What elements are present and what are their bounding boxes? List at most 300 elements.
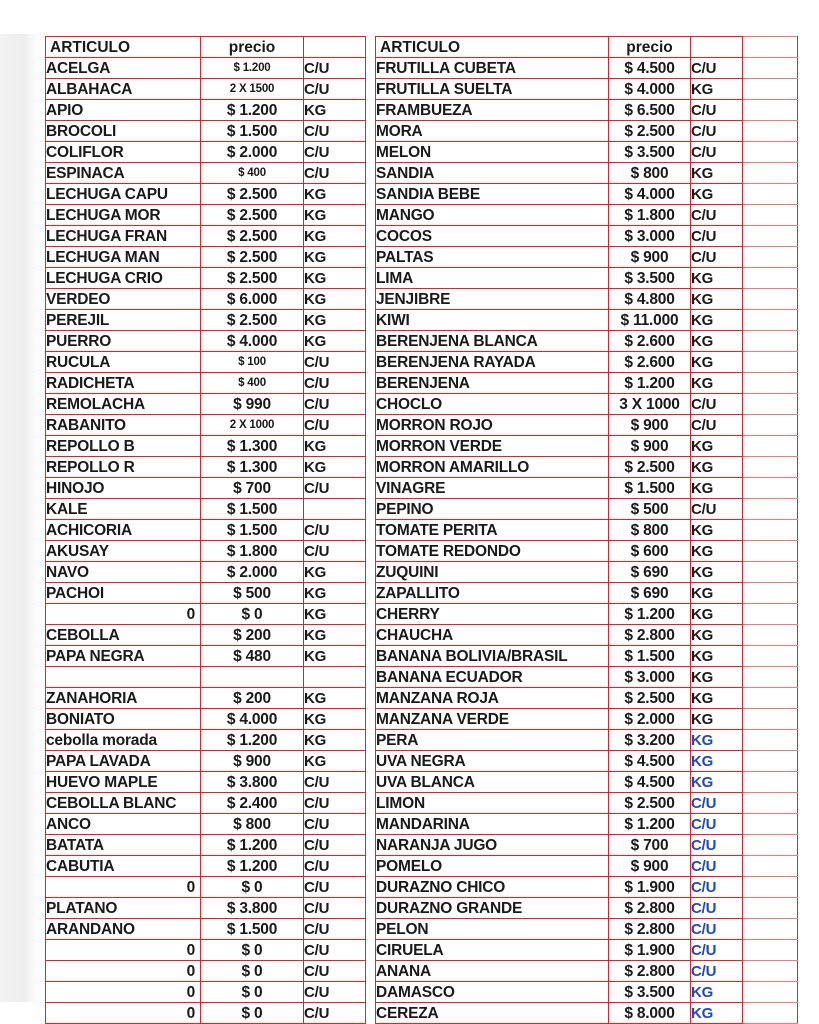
left-unit-cell[interactable]: C/U xyxy=(304,919,366,940)
left-unit-cell[interactable]: C/U xyxy=(304,541,366,562)
right-article-cell[interactable]: DURAZNO CHICO xyxy=(376,877,609,898)
left-price-cell[interactable]: $ 0 xyxy=(201,604,304,625)
right-unit-cell[interactable]: KG xyxy=(691,436,743,457)
right-price-cell[interactable]: $ 4.000 xyxy=(609,184,691,205)
extra-column-cell[interactable] xyxy=(743,226,798,247)
left-unit-cell[interactable]: KG xyxy=(304,688,366,709)
extra-column-cell[interactable] xyxy=(743,310,798,331)
left-price-cell[interactable]: $ 0 xyxy=(201,961,304,982)
right-article-cell[interactable]: MANDARINA xyxy=(376,814,609,835)
right-article-cell[interactable]: KIWI xyxy=(376,310,609,331)
left-unit-cell[interactable]: C/U xyxy=(304,58,366,79)
right-article-cell[interactable]: ZAPALLITO xyxy=(376,583,609,604)
left-unit-cell[interactable]: KG xyxy=(304,562,366,583)
extra-column-cell[interactable] xyxy=(743,205,798,226)
right-price-cell[interactable]: $ 2.500 xyxy=(609,688,691,709)
right-article-cell[interactable]: PELON xyxy=(376,919,609,940)
left-unit-cell[interactable]: C/U xyxy=(304,373,366,394)
right-article-cell[interactable]: MANGO xyxy=(376,205,609,226)
right-unit-cell[interactable]: KG xyxy=(691,1003,743,1024)
right-unit-cell[interactable]: C/U xyxy=(691,247,743,268)
left-unit-cell[interactable]: C/U xyxy=(304,79,366,100)
right-price-cell[interactable]: $ 3.000 xyxy=(609,667,691,688)
left-article-cell[interactable]: ALBAHACA xyxy=(46,79,201,100)
right-unit-cell[interactable]: C/U xyxy=(691,898,743,919)
left-unit-cell[interactable]: KG xyxy=(304,268,366,289)
right-article-cell[interactable]: JENJIBRE xyxy=(376,289,609,310)
extra-column-cell[interactable] xyxy=(743,877,798,898)
left-article-cell[interactable]: PAPA NEGRA xyxy=(46,646,201,667)
right-unit-cell[interactable]: C/U xyxy=(691,499,743,520)
left-price-cell[interactable]: $ 1.500 xyxy=(201,499,304,520)
left-article-cell[interactable]: BONIATO xyxy=(46,709,201,730)
extra-column-cell[interactable] xyxy=(743,100,798,121)
left-unit-cell[interactable]: C/U xyxy=(304,352,366,373)
left-article-cell[interactable]: REPOLLO B xyxy=(46,436,201,457)
right-unit-cell[interactable]: KG xyxy=(691,268,743,289)
right-price-cell[interactable]: $ 2.500 xyxy=(609,793,691,814)
right-article-cell[interactable]: CHAUCHA xyxy=(376,625,609,646)
extra-column-cell[interactable] xyxy=(743,646,798,667)
right-unit-cell[interactable]: KG xyxy=(691,79,743,100)
left-article-cell[interactable]: NAVO xyxy=(46,562,201,583)
right-unit-cell[interactable]: C/U xyxy=(691,226,743,247)
left-unit-cell[interactable]: KG xyxy=(304,310,366,331)
right-article-cell[interactable]: BANANA ECUADOR xyxy=(376,667,609,688)
left-article-cell[interactable]: CEBOLLA xyxy=(46,625,201,646)
right-price-cell[interactable]: $ 2.800 xyxy=(609,961,691,982)
left-price-cell[interactable]: $ 6.000 xyxy=(201,289,304,310)
right-article-cell[interactable]: POMELO xyxy=(376,856,609,877)
right-price-cell[interactable]: $ 690 xyxy=(609,562,691,583)
right-unit-cell[interactable]: KG xyxy=(691,604,743,625)
left-unit-cell[interactable] xyxy=(304,499,366,520)
left-unit-cell[interactable]: KG xyxy=(304,100,366,121)
right-price-cell[interactable]: $ 4.800 xyxy=(609,289,691,310)
right-article-cell[interactable]: BERENJENA BLANCA xyxy=(376,331,609,352)
extra-column-cell[interactable] xyxy=(743,142,798,163)
left-article-cell[interactable]: RABANITO xyxy=(46,415,201,436)
extra-column-cell[interactable] xyxy=(743,436,798,457)
left-price-cell[interactable]: $ 1.200 xyxy=(201,730,304,751)
right-price-cell[interactable]: $ 3.200 xyxy=(609,730,691,751)
right-article-cell[interactable]: DAMASCO xyxy=(376,982,609,1003)
left-unit-cell[interactable]: C/U xyxy=(304,982,366,1003)
left-price-cell[interactable]: $ 1.200 xyxy=(201,100,304,121)
left-article-cell[interactable]: PACHOI xyxy=(46,583,201,604)
left-price-cell[interactable]: $ 4.000 xyxy=(201,331,304,352)
right-article-cell[interactable]: BERENJENA RAYADA xyxy=(376,352,609,373)
left-price-cell[interactable]: $ 0 xyxy=(201,1003,304,1024)
left-article-cell[interactable]: cebolla morada xyxy=(46,730,201,751)
left-price-cell[interactable]: $ 400 xyxy=(201,373,304,394)
right-price-cell[interactable]: $ 2.500 xyxy=(609,121,691,142)
right-unit-cell[interactable]: KG xyxy=(691,352,743,373)
extra-column-cell[interactable] xyxy=(743,625,798,646)
right-unit-cell[interactable]: KG xyxy=(691,331,743,352)
extra-column-cell[interactable] xyxy=(743,163,798,184)
left-price-cell[interactable]: $ 2.500 xyxy=(201,226,304,247)
right-price-cell[interactable]: $ 1.900 xyxy=(609,877,691,898)
extra-column-cell[interactable] xyxy=(743,415,798,436)
left-price-cell[interactable]: $ 1.500 xyxy=(201,520,304,541)
left-unit-cell[interactable]: C/U xyxy=(304,772,366,793)
right-price-cell[interactable]: $ 1.800 xyxy=(609,205,691,226)
left-unit-cell[interactable]: C/U xyxy=(304,961,366,982)
right-unit-cell[interactable]: KG xyxy=(691,163,743,184)
left-article-cell[interactable]: REMOLACHA xyxy=(46,394,201,415)
left-price-cell[interactable]: $ 0 xyxy=(201,877,304,898)
right-article-cell[interactable]: NARANJA JUGO xyxy=(376,835,609,856)
right-price-cell[interactable]: $ 1.500 xyxy=(609,646,691,667)
right-unit-cell[interactable]: KG xyxy=(691,583,743,604)
right-unit-cell[interactable]: KG xyxy=(691,541,743,562)
left-unit-cell[interactable]: C/U xyxy=(304,163,366,184)
left-article-cell[interactable]: 0 xyxy=(46,961,201,982)
right-article-cell[interactable]: SANDIA BEBE xyxy=(376,184,609,205)
right-unit-cell[interactable]: C/U xyxy=(691,100,743,121)
extra-column-cell[interactable] xyxy=(743,961,798,982)
right-article-cell[interactable]: PERA xyxy=(376,730,609,751)
left-unit-cell[interactable]: KG xyxy=(304,226,366,247)
extra-column-cell[interactable] xyxy=(743,478,798,499)
extra-column-cell[interactable] xyxy=(743,1003,798,1024)
left-price-cell[interactable]: $ 3.800 xyxy=(201,772,304,793)
right-unit-cell[interactable]: KG xyxy=(691,457,743,478)
right-unit-cell[interactable]: C/U xyxy=(691,121,743,142)
right-article-cell[interactable]: MANZANA ROJA xyxy=(376,688,609,709)
left-article-cell[interactable]: 0 xyxy=(46,604,201,625)
left-article-cell[interactable]: ESPINACA xyxy=(46,163,201,184)
right-article-cell[interactable]: CIRUELA xyxy=(376,940,609,961)
left-article-cell[interactable]: ACHICORIA xyxy=(46,520,201,541)
left-unit-cell[interactable]: C/U xyxy=(304,121,366,142)
extra-column-cell[interactable] xyxy=(743,604,798,625)
left-price-cell[interactable]: $ 1.200 xyxy=(201,58,304,79)
right-article-cell[interactable]: MELON xyxy=(376,142,609,163)
left-price-cell[interactable]: $ 1.300 xyxy=(201,457,304,478)
left-price-cell[interactable]: 2 X 1500 xyxy=(201,79,304,100)
right-unit-cell[interactable]: KG xyxy=(691,184,743,205)
right-unit-cell[interactable]: KG xyxy=(691,478,743,499)
right-price-cell[interactable]: $ 4.000 xyxy=(609,79,691,100)
left-price-cell[interactable]: $ 2.500 xyxy=(201,247,304,268)
right-price-cell[interactable]: $ 900 xyxy=(609,856,691,877)
left-unit-cell[interactable]: KG xyxy=(304,457,366,478)
left-article-cell[interactable]: COLIFLOR xyxy=(46,142,201,163)
left-price-cell[interactable]: $ 1.500 xyxy=(201,121,304,142)
right-article-cell[interactable]: COCOS xyxy=(376,226,609,247)
left-unit-cell[interactable]: C/U xyxy=(304,835,366,856)
left-article-cell[interactable]: ANCO xyxy=(46,814,201,835)
extra-column-cell[interactable] xyxy=(743,856,798,877)
left-article-cell[interactable]: PLATANO xyxy=(46,898,201,919)
right-price-cell[interactable]: $ 4.500 xyxy=(609,58,691,79)
extra-column-cell[interactable] xyxy=(743,499,798,520)
right-price-cell[interactable]: $ 690 xyxy=(609,583,691,604)
left-price-cell[interactable]: $ 1.200 xyxy=(201,856,304,877)
right-unit-cell[interactable]: KG xyxy=(691,373,743,394)
left-unit-cell[interactable]: C/U xyxy=(304,142,366,163)
left-unit-cell[interactable]: C/U xyxy=(304,898,366,919)
right-unit-cell[interactable]: C/U xyxy=(691,940,743,961)
left-price-cell[interactable]: $ 0 xyxy=(201,940,304,961)
extra-column-cell[interactable] xyxy=(743,184,798,205)
right-price-cell[interactable]: $ 1.200 xyxy=(609,373,691,394)
right-price-cell[interactable]: $ 1.500 xyxy=(609,478,691,499)
left-price-cell[interactable]: $ 480 xyxy=(201,646,304,667)
left-price-cell[interactable]: 2 X 1000 xyxy=(201,415,304,436)
left-article-cell[interactable]: REPOLLO R xyxy=(46,457,201,478)
left-unit-cell[interactable]: KG xyxy=(304,247,366,268)
left-price-cell[interactable]: $ 900 xyxy=(201,751,304,772)
right-article-cell[interactable]: CHERRY xyxy=(376,604,609,625)
right-article-cell[interactable]: MORRON VERDE xyxy=(376,436,609,457)
right-price-cell[interactable]: $ 2.600 xyxy=(609,331,691,352)
right-price-cell[interactable]: $ 3.000 xyxy=(609,226,691,247)
right-article-cell[interactable]: BANANA BOLIVIA/BRASIL xyxy=(376,646,609,667)
left-article-cell[interactable]: LECHUGA MAN xyxy=(46,247,201,268)
left-unit-cell[interactable]: KG xyxy=(304,625,366,646)
right-article-cell[interactable]: FRAMBUEZA xyxy=(376,100,609,121)
right-unit-cell[interactable]: C/U xyxy=(691,58,743,79)
left-unit-cell[interactable]: KG xyxy=(304,604,366,625)
left-price-cell[interactable]: $ 1.200 xyxy=(201,835,304,856)
extra-column-cell[interactable] xyxy=(743,58,798,79)
right-price-cell[interactable]: $ 3.500 xyxy=(609,268,691,289)
left-article-cell[interactable]: 0 xyxy=(46,877,201,898)
left-article-cell[interactable]: RUCULA xyxy=(46,352,201,373)
left-article-cell[interactable]: APIO xyxy=(46,100,201,121)
left-unit-cell[interactable]: KG xyxy=(304,289,366,310)
left-article-cell[interactable]: 0 xyxy=(46,940,201,961)
right-article-cell[interactable]: BERENJENA xyxy=(376,373,609,394)
left-article-cell[interactable]: LECHUGA CRIO xyxy=(46,268,201,289)
left-price-cell[interactable]: $ 200 xyxy=(201,688,304,709)
right-unit-cell[interactable]: KG xyxy=(691,562,743,583)
left-article-cell[interactable]: ACELGA xyxy=(46,58,201,79)
left-article-cell[interactable]: AKUSAY xyxy=(46,541,201,562)
right-unit-cell[interactable]: C/U xyxy=(691,205,743,226)
extra-column-cell[interactable] xyxy=(743,79,798,100)
left-unit-cell[interactable]: C/U xyxy=(304,814,366,835)
left-article-cell[interactable]: ZANAHORIA xyxy=(46,688,201,709)
left-price-cell[interactable]: $ 800 xyxy=(201,814,304,835)
right-price-cell[interactable]: $ 8.000 xyxy=(609,1003,691,1024)
left-unit-cell[interactable]: C/U xyxy=(304,793,366,814)
right-unit-cell[interactable]: KG xyxy=(691,772,743,793)
left-price-cell[interactable]: $ 2.500 xyxy=(201,268,304,289)
right-article-cell[interactable]: TOMATE REDONDO xyxy=(376,541,609,562)
left-unit-cell[interactable]: KG xyxy=(304,184,366,205)
right-price-cell[interactable]: $ 700 xyxy=(609,835,691,856)
right-article-cell[interactable]: FRUTILLA SUELTA xyxy=(376,79,609,100)
right-price-cell[interactable]: $ 2.800 xyxy=(609,919,691,940)
left-unit-cell[interactable]: KG xyxy=(304,646,366,667)
extra-column-cell[interactable] xyxy=(743,373,798,394)
right-article-cell[interactable]: TOMATE PERITA xyxy=(376,520,609,541)
left-unit-cell[interactable]: KG xyxy=(304,436,366,457)
right-article-cell[interactable]: ZUQUINI xyxy=(376,562,609,583)
left-unit-cell[interactable]: C/U xyxy=(304,520,366,541)
right-price-cell[interactable]: $ 800 xyxy=(609,520,691,541)
right-article-cell[interactable]: LIMA xyxy=(376,268,609,289)
left-price-cell[interactable]: $ 2.500 xyxy=(201,184,304,205)
right-article-cell[interactable]: MORRON AMARILLO xyxy=(376,457,609,478)
left-article-cell[interactable]: PEREJIL xyxy=(46,310,201,331)
left-unit-cell[interactable]: C/U xyxy=(304,940,366,961)
left-article-cell[interactable]: CABUTIA xyxy=(46,856,201,877)
right-price-cell[interactable]: $ 2.500 xyxy=(609,457,691,478)
extra-column-cell[interactable] xyxy=(743,835,798,856)
left-article-cell[interactable]: PAPA LAVADA xyxy=(46,751,201,772)
extra-column-cell[interactable] xyxy=(743,289,798,310)
left-unit-cell[interactable]: C/U xyxy=(304,1003,366,1024)
left-article-cell[interactable] xyxy=(46,667,201,688)
extra-column-cell[interactable] xyxy=(743,541,798,562)
right-unit-cell[interactable]: C/U xyxy=(691,835,743,856)
left-unit-cell[interactable]: KG xyxy=(304,709,366,730)
left-price-cell[interactable] xyxy=(201,667,304,688)
right-unit-cell[interactable]: C/U xyxy=(691,856,743,877)
right-price-cell[interactable]: $ 2.000 xyxy=(609,709,691,730)
right-price-cell[interactable]: $ 2.600 xyxy=(609,352,691,373)
right-price-cell[interactable]: $ 6.500 xyxy=(609,100,691,121)
right-unit-cell[interactable]: KG xyxy=(691,688,743,709)
left-price-cell[interactable]: $ 400 xyxy=(201,163,304,184)
left-price-cell[interactable]: $ 3.800 xyxy=(201,898,304,919)
extra-column-cell[interactable] xyxy=(743,688,798,709)
right-unit-cell[interactable]: C/U xyxy=(691,814,743,835)
right-price-cell[interactable]: $ 1.200 xyxy=(609,814,691,835)
right-price-cell[interactable]: $ 900 xyxy=(609,436,691,457)
left-article-cell[interactable]: 0 xyxy=(46,982,201,1003)
left-article-cell[interactable]: BROCOLI xyxy=(46,121,201,142)
left-price-cell[interactable]: $ 100 xyxy=(201,352,304,373)
right-article-cell[interactable]: MORA xyxy=(376,121,609,142)
right-unit-cell[interactable]: KG xyxy=(691,310,743,331)
left-article-cell[interactable]: LECHUGA MOR xyxy=(46,205,201,226)
right-unit-cell[interactable]: KG xyxy=(691,646,743,667)
extra-column-cell[interactable] xyxy=(743,709,798,730)
left-article-cell[interactable]: 0 xyxy=(46,1003,201,1024)
extra-column-cell[interactable] xyxy=(743,457,798,478)
extra-column-cell[interactable] xyxy=(743,394,798,415)
right-price-cell[interactable]: $ 3.500 xyxy=(609,982,691,1003)
left-unit-cell[interactable]: C/U xyxy=(304,856,366,877)
extra-column-cell[interactable] xyxy=(743,667,798,688)
left-price-cell[interactable]: $ 1.500 xyxy=(201,919,304,940)
left-price-cell[interactable]: $ 2.000 xyxy=(201,562,304,583)
left-article-cell[interactable]: HINOJO xyxy=(46,478,201,499)
right-price-cell[interactable]: $ 900 xyxy=(609,247,691,268)
right-price-cell[interactable]: $ 1.200 xyxy=(609,604,691,625)
right-article-cell[interactable]: CHOCLO xyxy=(376,394,609,415)
left-article-cell[interactable]: BATATA xyxy=(46,835,201,856)
extra-column-cell[interactable] xyxy=(743,919,798,940)
left-unit-cell[interactable]: C/U xyxy=(304,877,366,898)
left-article-cell[interactable]: LECHUGA CAPU xyxy=(46,184,201,205)
left-price-cell[interactable]: $ 4.000 xyxy=(201,709,304,730)
extra-column-cell[interactable] xyxy=(743,331,798,352)
left-unit-cell[interactable]: C/U xyxy=(304,415,366,436)
right-unit-cell[interactable]: C/U xyxy=(691,877,743,898)
right-article-cell[interactable]: SANDIA xyxy=(376,163,609,184)
right-price-cell[interactable]: $ 4.500 xyxy=(609,772,691,793)
left-price-cell[interactable]: $ 2.500 xyxy=(201,205,304,226)
left-price-cell[interactable]: $ 500 xyxy=(201,583,304,604)
left-price-cell[interactable]: $ 2.000 xyxy=(201,142,304,163)
right-unit-cell[interactable]: KG xyxy=(691,751,743,772)
left-article-cell[interactable]: LECHUGA FRAN xyxy=(46,226,201,247)
left-article-cell[interactable]: PUERRO xyxy=(46,331,201,352)
extra-column-cell[interactable] xyxy=(743,562,798,583)
right-unit-cell[interactable]: KG xyxy=(691,982,743,1003)
right-article-cell[interactable]: VINAGRE xyxy=(376,478,609,499)
extra-column-cell[interactable] xyxy=(743,772,798,793)
right-unit-cell[interactable]: C/U xyxy=(691,919,743,940)
right-article-cell[interactable]: FRUTILLA CUBETA xyxy=(376,58,609,79)
extra-column-cell[interactable] xyxy=(743,583,798,604)
extra-column-cell[interactable] xyxy=(743,898,798,919)
left-price-cell[interactable]: $ 2.400 xyxy=(201,793,304,814)
right-article-cell[interactable]: UVA NEGRA xyxy=(376,751,609,772)
extra-column-cell[interactable] xyxy=(743,751,798,772)
right-article-cell[interactable]: MANZANA VERDE xyxy=(376,709,609,730)
right-unit-cell[interactable]: KG xyxy=(691,730,743,751)
right-unit-cell[interactable]: KG xyxy=(691,625,743,646)
left-price-cell[interactable]: $ 990 xyxy=(201,394,304,415)
extra-column-cell[interactable] xyxy=(743,982,798,1003)
left-price-cell[interactable]: $ 1.800 xyxy=(201,541,304,562)
right-price-cell[interactable]: $ 1.900 xyxy=(609,940,691,961)
right-article-cell[interactable]: DURAZNO GRANDE xyxy=(376,898,609,919)
extra-column-cell[interactable] xyxy=(743,814,798,835)
right-price-cell[interactable]: $ 2.800 xyxy=(609,625,691,646)
extra-column-cell[interactable] xyxy=(743,730,798,751)
extra-column-cell[interactable] xyxy=(743,940,798,961)
extra-column-cell[interactable] xyxy=(743,268,798,289)
right-unit-cell[interactable]: C/U xyxy=(691,793,743,814)
extra-column-cell[interactable] xyxy=(743,121,798,142)
left-article-cell[interactable]: CEBOLLA BLANC xyxy=(46,793,201,814)
right-price-cell[interactable]: $ 2.800 xyxy=(609,898,691,919)
right-article-cell[interactable]: PEPINO xyxy=(376,499,609,520)
right-price-cell[interactable]: $ 3.500 xyxy=(609,142,691,163)
left-price-cell[interactable]: $ 700 xyxy=(201,478,304,499)
left-article-cell[interactable]: VERDEO xyxy=(46,289,201,310)
left-price-cell[interactable]: $ 1.300 xyxy=(201,436,304,457)
right-article-cell[interactable]: ANANA xyxy=(376,961,609,982)
right-price-cell[interactable]: $ 500 xyxy=(609,499,691,520)
left-article-cell[interactable]: KALE xyxy=(46,499,201,520)
right-price-cell[interactable]: $ 800 xyxy=(609,163,691,184)
right-article-cell[interactable]: PALTAS xyxy=(376,247,609,268)
left-unit-cell[interactable]: C/U xyxy=(304,394,366,415)
left-unit-cell[interactable]: KG xyxy=(304,730,366,751)
right-price-cell[interactable]: $ 11.000 xyxy=(609,310,691,331)
right-unit-cell[interactable]: C/U xyxy=(691,415,743,436)
right-unit-cell[interactable]: C/U xyxy=(691,142,743,163)
extra-column-cell[interactable] xyxy=(743,520,798,541)
right-price-cell[interactable]: $ 900 xyxy=(609,415,691,436)
extra-column-cell[interactable] xyxy=(743,793,798,814)
right-article-cell[interactable]: MORRON ROJO xyxy=(376,415,609,436)
right-price-cell[interactable]: 3 X 1000 xyxy=(609,394,691,415)
extra-column-cell[interactable] xyxy=(743,352,798,373)
left-article-cell[interactable]: RADICHETA xyxy=(46,373,201,394)
right-price-cell[interactable]: $ 600 xyxy=(609,541,691,562)
